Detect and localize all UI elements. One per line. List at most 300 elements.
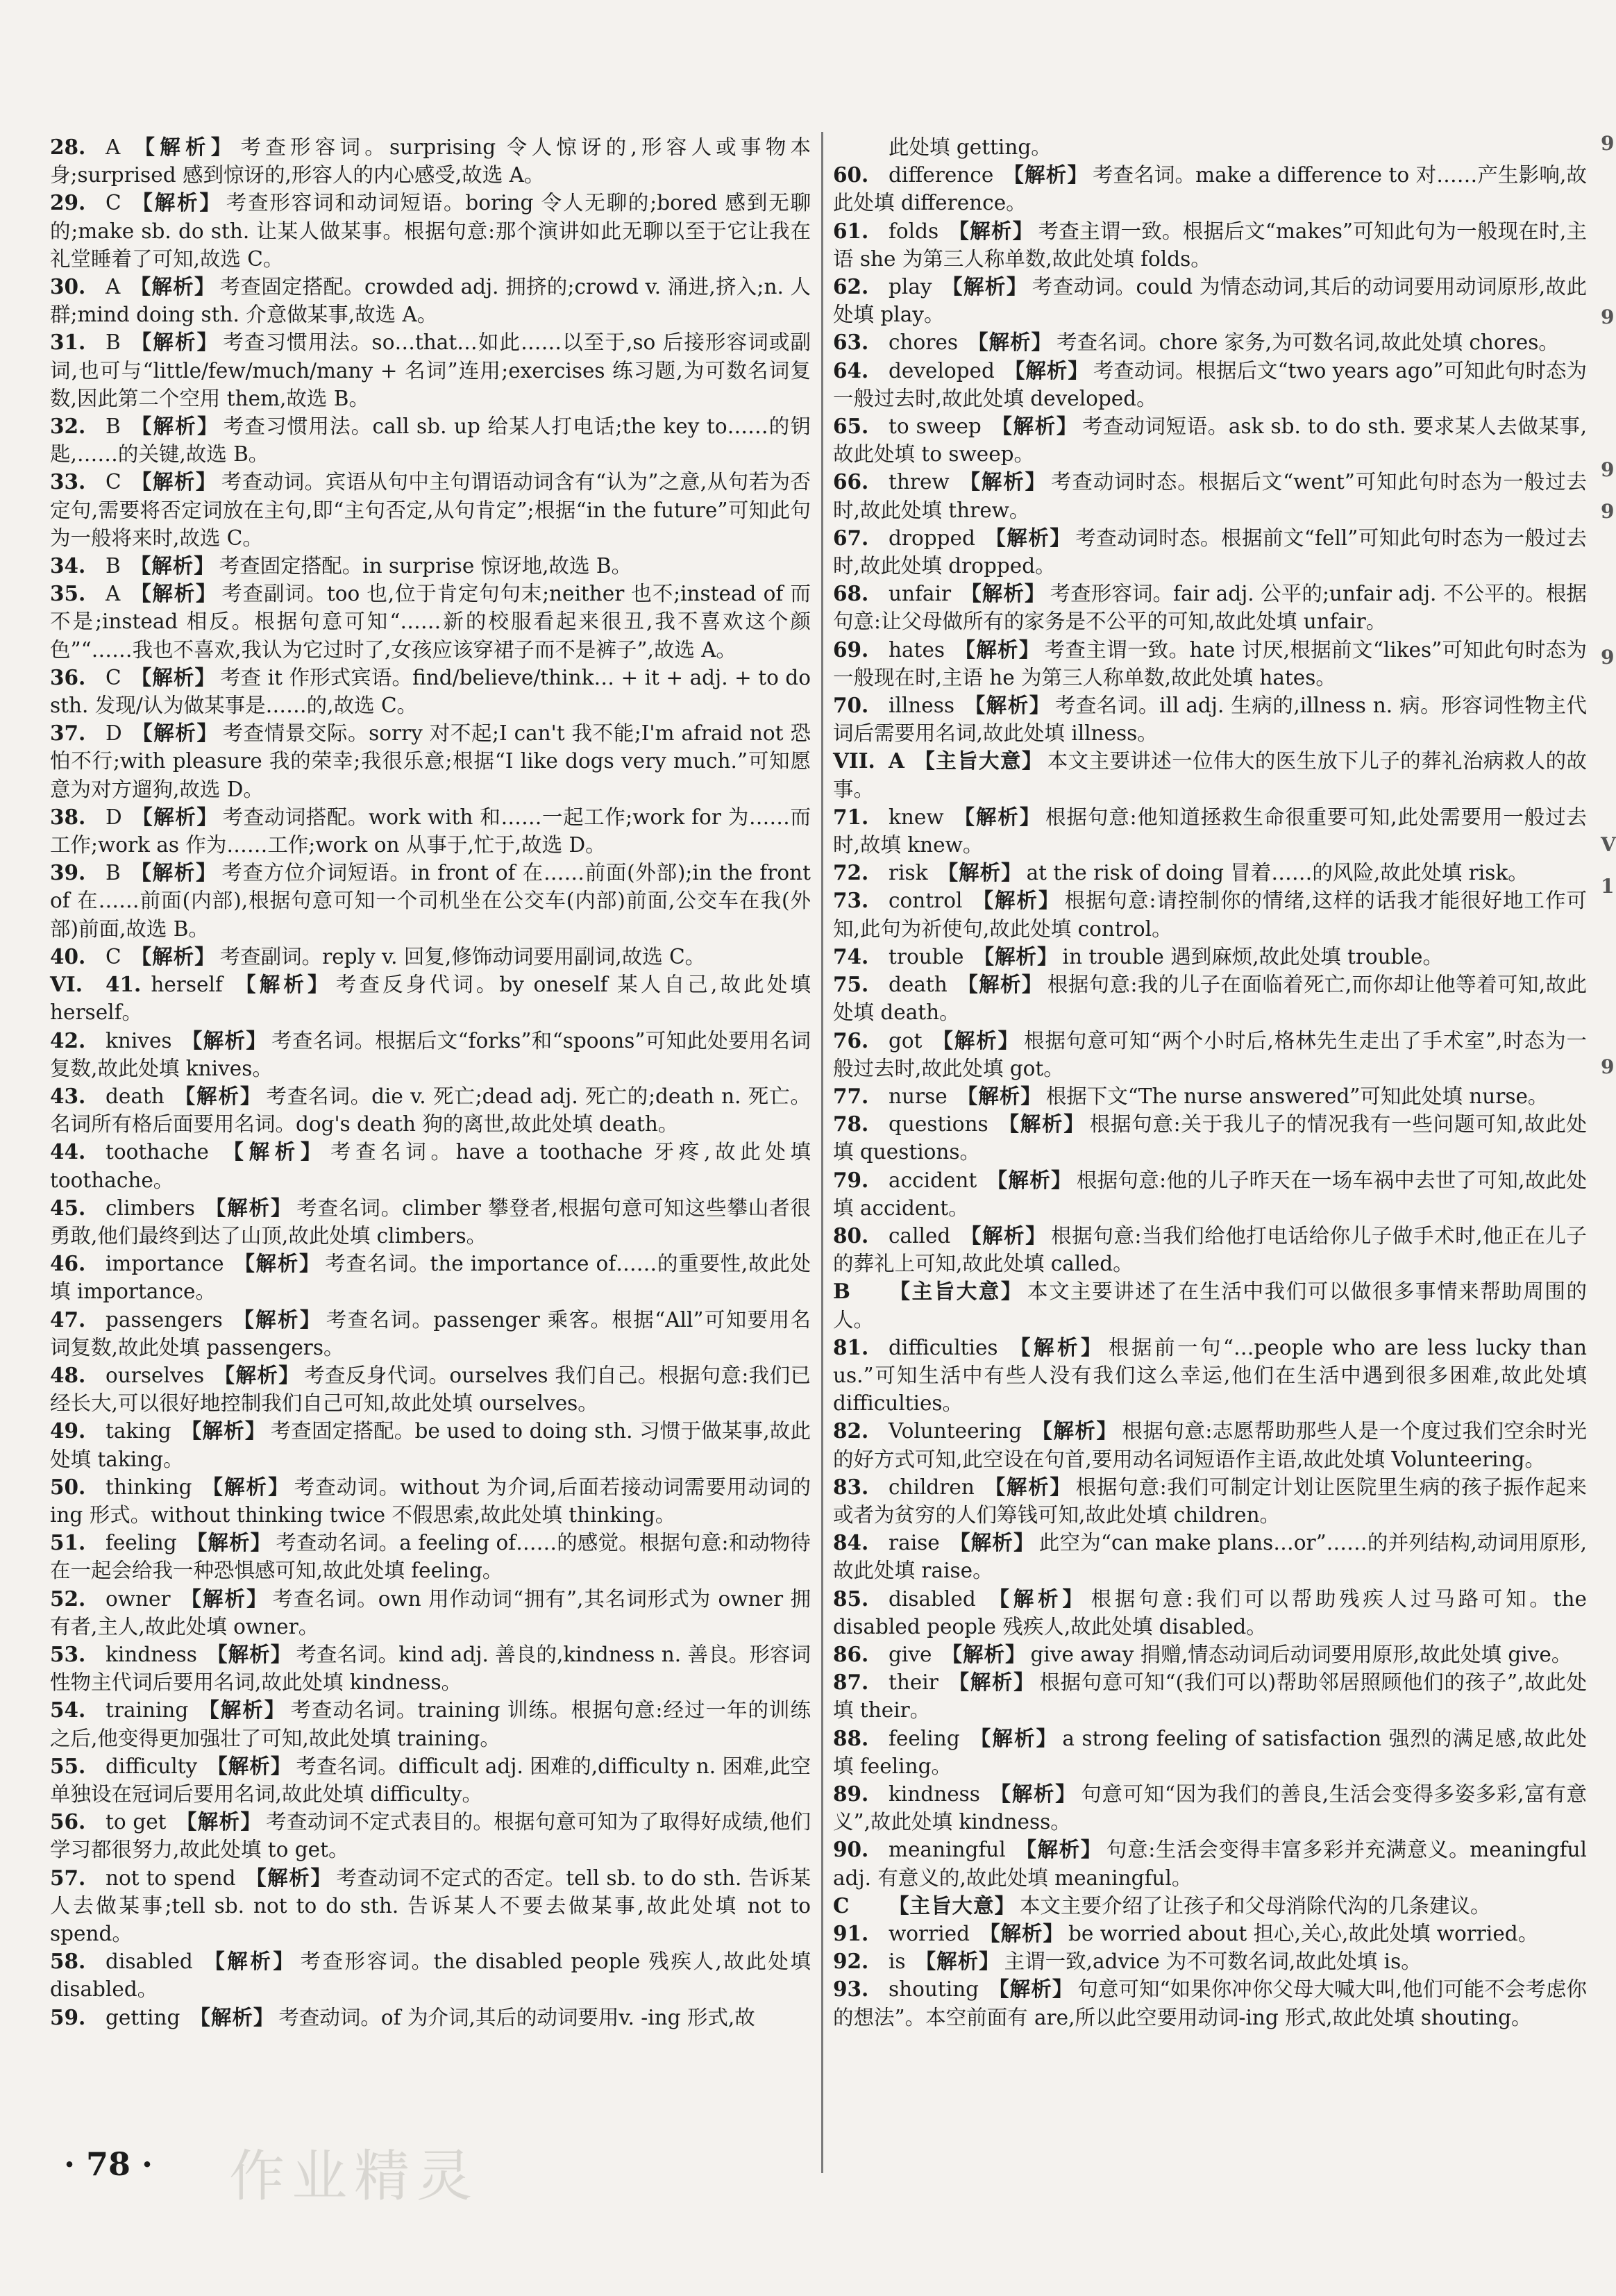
- question-number: 58.: [50, 1949, 86, 1974]
- explanation-text: 考查动词。of 为介词,其后的动词要用v. -ing 形式,故: [278, 2005, 755, 2029]
- explanation-text: 考查情景交际。sorry 对不起;I can't 我不能;I'm afraid not 恐怕不行;with pleasure 我的荣幸;我很乐意;根据“I like dogs very much.”可知愿意为对方遛狗,故选 D。: [50, 721, 811, 801]
- answer-entry: [50, 664, 811, 719]
- question-number: B: [833, 1279, 850, 1304]
- question-number: 88.: [833, 1725, 869, 1750]
- answer-value: meaningful: [889, 1838, 1006, 1862]
- question-number: 46.: [50, 1251, 86, 1276]
- answer-value: disabled: [106, 1950, 193, 1974]
- analysis-tag: 【解析】: [1003, 162, 1088, 187]
- answer-value: A: [106, 582, 121, 606]
- answer-value: B: [106, 414, 121, 439]
- answer-value: nurse: [889, 1084, 948, 1108]
- analysis-tag: 【解析】: [130, 860, 218, 885]
- question-number: 80.: [833, 1223, 869, 1248]
- question-number: 61.: [833, 218, 869, 243]
- analysis-tag: 【解析】: [130, 274, 216, 299]
- answer-entry: [50, 1947, 811, 2003]
- question-number: 49.: [50, 1418, 86, 1443]
- answer-value: Volunteering: [889, 1419, 1022, 1443]
- answer-value: training: [106, 1698, 189, 1723]
- answer-value: trouble: [889, 944, 964, 969]
- answer-entry: [50, 412, 811, 468]
- explanation-text: 句意可知“如果你冲你父母大喊大叫,他们可能不会考虑你的想法”。本空前面有 are,所以此空要用动词-ing 形式,故此处填 shouting。: [833, 1977, 1587, 2029]
- explanation-text: 考查动词不定式表目的。根据句意可知为了取得好成绩,他们学习都很努力,故此处填 to get。: [50, 1810, 811, 1862]
- explanation-text: 考查固定搭配。be used to doing sth. 习惯于做某事,故此处填 taking。: [50, 1419, 811, 1471]
- question-number: 40.: [50, 944, 86, 969]
- answer-entry: [833, 357, 1587, 412]
- question-number: 52.: [50, 1586, 86, 1611]
- answer-entry: [833, 971, 1587, 1026]
- explanation-text: 考查方位介词短语。in front of 在……前面(外部);in the front of 在……前面(内部),根据句意可知一个司机坐在公交车(内部)前面,公交车在我(外部)前面,故选 B。: [50, 861, 811, 941]
- explanation-text: 考查名词。make a difference to 对……产生影响,故此处填 difference。: [833, 163, 1587, 215]
- explanation-text: in trouble 遇到麻烦,故此处填 trouble。: [1062, 944, 1443, 969]
- answer-entry: [833, 1725, 1587, 1780]
- answer-entry: [833, 217, 1587, 273]
- answer-entry: [833, 1975, 1587, 2031]
- question-number: 70.: [833, 693, 869, 718]
- answer-entry: [50, 1082, 811, 1138]
- analysis-tag: 【解析】: [180, 1586, 269, 1611]
- question-number: 31.: [50, 330, 86, 355]
- answer-entry: [833, 1027, 1587, 1082]
- edge-mark: 9: [1601, 458, 1615, 481]
- answer-entry: [50, 1361, 811, 1417]
- answer-value: death: [106, 1084, 165, 1108]
- question-number: 82.: [833, 1418, 869, 1443]
- answer-entry: [50, 1306, 811, 1361]
- question-number: 44.: [50, 1139, 86, 1164]
- answer-value: climbers: [106, 1196, 195, 1220]
- answer-value: A: [106, 275, 121, 299]
- analysis-tag: 【解析】: [190, 2004, 275, 2029]
- explanation-text: 此空为“can make plans…or”……的并列结构,动词用原形,故此处填 raise。: [833, 1531, 1587, 1583]
- edge-mark: V: [1601, 833, 1616, 856]
- analysis-tag: 【解析】: [984, 525, 1072, 550]
- question-number: 86.: [833, 1641, 869, 1666]
- answer-entry: [833, 273, 1587, 328]
- explanation-text: 考查动词不定式的否定。tell sb. to do sth. 告诉某人去做某事;tell sb. not to do sth. 告诉某人不要去做某事,故此处填 not to spend。: [50, 1866, 811, 1945]
- question-number: 62.: [833, 274, 869, 299]
- question-number: 75.: [833, 972, 869, 997]
- analysis-tag: 【解析】: [233, 1251, 321, 1276]
- question-number: 35.: [50, 581, 86, 606]
- answer-entry: [50, 971, 811, 1026]
- answer-entry: [833, 1417, 1587, 1473]
- column-divider: [821, 132, 823, 2173]
- edge-mark: 9: [1601, 1055, 1615, 1078]
- section-label: VI.: [50, 972, 83, 997]
- answer-entry: [833, 580, 1587, 635]
- question-number: 90.: [833, 1837, 869, 1862]
- explanation-text: 根据前一句“…people who are less lucky than us.”可知生活中有些人没有我们这么幸运,他们在生活中遇到很多困难,故此处填 difficulties。: [833, 1335, 1587, 1416]
- question-number: 91.: [833, 1921, 869, 1945]
- answer-entry: [833, 1110, 1587, 1166]
- analysis-tag: 【解析】: [198, 1698, 287, 1723]
- answer-entry: [833, 524, 1587, 580]
- explanation-text: 考查固定搭配。in surprise 惊讶地,故选 B。: [219, 554, 632, 578]
- explanation-text: 考查动词。without 为介词,后面若接动词需要用动词的 ing 形式。without thinking twice 不假思索,故此处填 thinking。: [50, 1475, 811, 1527]
- analysis-tag: 【解析】: [949, 1530, 1035, 1555]
- explanation-text: 考查名词。difficult adj. 困难的,difficulty n. 困难,此空单独设在冠词后要用名词,故此处填 difficulty。: [50, 1754, 811, 1806]
- analysis-tag: 【解析】: [984, 1474, 1072, 1499]
- explanation-text: 考查习惯用法。so…that…如此……以至于,so 后接形容词或副词,也可与“little/few/much/many + 名词”连用;exercises 练习题,为可数名词复数,因此第二个空用 them,故选 B。: [50, 330, 811, 410]
- analysis-tag: 【解析】: [202, 1949, 296, 1974]
- question-number: 48.: [50, 1362, 86, 1387]
- answer-entry: [50, 552, 811, 580]
- explanation-text: 考查固定搭配。crowded adj. 拥挤的;crowd v. 涌进,挤入;n. 人群;mind doing sth. 介意做某事,故选 A。: [50, 275, 811, 327]
- answer-value: getting: [106, 2005, 180, 2029]
- analysis-tag: 【解析】: [131, 944, 216, 969]
- explanation-text: 根据句意可知“两个小时后,格林先生走出了手术室”,时态为一般过去时,故此处填 got。: [833, 1028, 1587, 1080]
- answer-entry: [50, 133, 811, 189]
- analysis-tag: 【解析】: [218, 1139, 326, 1164]
- explanation-text: 考查名词。die v. 死亡;dead adj. 死亡的;death n. 死亡。名词所有格后面要用名词。dog's death 狗的离世,故此处填 death。: [50, 1084, 811, 1137]
- answer-value: taking: [106, 1419, 171, 1443]
- explanation-text: 根据句意:我的儿子在面临着死亡,而你却让他等着可知,故此处填 death。: [833, 973, 1587, 1025]
- answer-entry: [50, 1529, 811, 1584]
- answer-value: unfair: [889, 582, 952, 606]
- analysis-tag: 【解析】: [953, 804, 1042, 829]
- answer-value: B: [106, 554, 121, 578]
- analysis-tag: 【解析】: [130, 581, 218, 606]
- explanation-text: 考查 it 作形式宾语。find/believe/think… + it + adj. + to do sth. 发现/认为做某事是……的,故选 C。: [50, 665, 811, 718]
- question-number: 45.: [50, 1195, 86, 1220]
- question-number: 32.: [50, 414, 86, 439]
- answer-entry: [833, 133, 1587, 161]
- question-number: 29.: [50, 190, 86, 215]
- analysis-tag: 【解析】: [131, 804, 219, 829]
- answer-entry: [50, 273, 811, 328]
- analysis-tag: 【解析】: [186, 1530, 272, 1555]
- answer-value: D: [106, 721, 122, 746]
- answer-value: knives: [106, 1028, 172, 1053]
- answer-value: feeling: [889, 1726, 960, 1750]
- analysis-tag: 【解析】: [972, 888, 1061, 913]
- analysis-tag: 【解析】: [915, 1949, 1000, 1974]
- question-number: 42.: [50, 1028, 86, 1053]
- question-number: 71.: [833, 804, 869, 829]
- answer-value: difference: [889, 163, 994, 187]
- explanation-text: 根据句意:关于我儿子的情况我有一些问题可知,故此处填 questions。: [833, 1112, 1587, 1164]
- analysis-tag: 【解析】: [181, 1028, 268, 1053]
- answer-entry: [833, 1082, 1587, 1110]
- answer-value: shouting: [889, 1977, 979, 2002]
- explanation-text: 考查动词。could 为情态动词,其后的动词要用动词原形,故此处填 play。: [833, 275, 1587, 327]
- answer-value: feeling: [106, 1531, 177, 1555]
- analysis-tag: 【解析】: [979, 1921, 1065, 1945]
- analysis-tag: 【解析】: [941, 274, 1028, 299]
- explanation-text: 考查动名词。a feeling of……的感觉。根据句意:和动物待在一起会给我一种恐惧感可知,故此处填 feeling。: [50, 1531, 811, 1583]
- explanation-text: 根据句意:我们可以帮助残疾人过马路可知。the disabled people 残疾人,故此处填 disabled。: [833, 1586, 1587, 1639]
- answer-entry: [833, 1585, 1587, 1641]
- answer-value: disabled: [889, 1586, 976, 1611]
- explanation-text: 根据句意:请控制你的情绪,这样的话我才能很好地工作可知,此句为祈使句,故此处填 control。: [833, 889, 1587, 941]
- question-number: 66.: [833, 469, 869, 494]
- answer-entry: [833, 636, 1587, 692]
- answer-entry: [833, 328, 1587, 356]
- question-number: C: [833, 1893, 850, 1918]
- answer-value: C: [106, 470, 121, 494]
- answer-entry: [50, 1417, 811, 1473]
- explanation-text: 考查动词时态。根据后文“went”可知此句时态为一般过去时,故此处填 threw。: [833, 470, 1587, 522]
- answer-entry: [50, 1864, 811, 1948]
- analysis-tag: 【解析】: [973, 944, 1059, 969]
- question-number: 28.: [50, 135, 86, 159]
- explanation-text: at the risk of doing 冒着……的风险,故此处填 risk。: [1026, 861, 1529, 885]
- explanation-text: 考查名词。ill adj. 生病的,illness n. 病。形容词性物主代词后需要用名词,故此处填 illness。: [833, 694, 1587, 746]
- explanation-text: 主谓一致,advice 为不可数名词,故此处填 is。: [1004, 1950, 1422, 1974]
- analysis-tag: 【解析】: [959, 469, 1047, 494]
- question-number: 64.: [833, 358, 869, 383]
- explanation-text: 根据句意:他知道拯救生命很重要可知,此处需要用一般过去时,故填 knew。: [833, 805, 1587, 857]
- explanation-text: 本文主要讲述一位伟大的医生放下儿子的葬礼治病救人的故事。: [833, 749, 1587, 801]
- question-number: 50.: [50, 1474, 86, 1499]
- answer-value: hates: [889, 637, 945, 662]
- answer-entry: [50, 1585, 811, 1641]
- answer-entry: [833, 747, 1587, 803]
- answer-entry: [833, 1641, 1587, 1668]
- analysis-tag: 【解析】: [174, 1083, 262, 1108]
- analysis-tag: 【解析】: [204, 1195, 293, 1220]
- analysis-tag: 【解析】: [960, 1223, 1047, 1248]
- answer-entry: [833, 1166, 1587, 1222]
- answer-value: chores: [889, 330, 958, 355]
- question-number: 67.: [833, 525, 869, 550]
- explanation-text: give away 捐赠,情态动词后动词要用原形,故此处填 give。: [1030, 1642, 1572, 1666]
- question-number: 56.: [50, 1809, 86, 1834]
- analysis-tag: 【解析】: [989, 1781, 1077, 1806]
- edge-mark: 9: [1601, 305, 1615, 328]
- answer-entry: [833, 943, 1587, 971]
- answer-value: raise: [889, 1531, 940, 1555]
- main-idea-label: 【主旨大意】: [889, 1893, 1016, 1918]
- answer-entry: [50, 859, 811, 943]
- explanation-text: 考查动词短语。ask sb. to do sth. 要求某人去做某事,故此处填 to sweep。: [833, 414, 1587, 467]
- answer-value: accident: [889, 1168, 977, 1192]
- question-number: 69.: [833, 637, 869, 662]
- question-number: 54.: [50, 1698, 86, 1723]
- question-number: 74.: [833, 944, 869, 969]
- answer-value: threw: [889, 470, 950, 494]
- right-column: [833, 133, 1587, 2031]
- analysis-tag: 【解析】: [232, 1307, 322, 1332]
- answer-value: death: [889, 973, 948, 997]
- analysis-tag: 【解析】: [948, 1670, 1036, 1695]
- answer-value: to get: [106, 1810, 167, 1834]
- analysis-tag: 【解析】: [932, 1028, 1020, 1053]
- analysis-tag: 【解析】: [961, 581, 1046, 606]
- analysis-tag: 【解析】: [131, 190, 222, 215]
- explanation-text: 考查动词。宾语从句中主句谓语动词含有“认为”之意,从句若为否定句,需要将否定词放在主句,即“主句否定,从句肯定”;根据“in the future”可知此句为一般将来时,故选 C。: [50, 470, 811, 550]
- explanation-text: 考查习惯用法。call sb. up 给某人打电话;the key to……的钥匙,……的关键,故选 B。: [50, 414, 811, 467]
- explanation-text: 考查动词时态。根据前文“fell”可知此句时态为一般过去时,故此处填 dropped。: [833, 526, 1587, 578]
- analysis-tag: 【解析】: [130, 553, 215, 578]
- explanation-text: 根据下文“The nurse answered”可知此处填 nurse。: [1045, 1084, 1549, 1108]
- analysis-tag: 【解析】: [206, 1641, 292, 1666]
- answer-value: play: [889, 275, 932, 299]
- analysis-tag: 【解析】: [232, 972, 332, 997]
- answer-value: thinking: [106, 1475, 192, 1499]
- answer-entry: [833, 1334, 1587, 1418]
- explanation-text: 本文主要讲述了在生活中我们可以做很多事情来帮助周围的人。: [833, 1280, 1587, 1332]
- analysis-tag: 【解析】: [969, 1725, 1059, 1750]
- question-number: 89.: [833, 1781, 869, 1806]
- analysis-tag: 【解析】: [954, 637, 1041, 662]
- answer-entry: [50, 1250, 811, 1305]
- answer-value: C: [106, 665, 121, 689]
- analysis-tag: 【解析】: [991, 414, 1078, 439]
- answer-value: D: [106, 805, 122, 829]
- explanation-text: 考查名词。the importance of……的重要性,故此处填 importance。: [50, 1252, 811, 1304]
- answer-entry: [50, 468, 811, 552]
- question-number: 87.: [833, 1670, 869, 1695]
- question-number: 85.: [833, 1586, 869, 1611]
- answer-value: passengers: [106, 1307, 223, 1332]
- explanation-text: 考查动词搭配。work with 和……一起工作;work for 为……而工作;work as 作为……工作;work on 从事于,忙于,故选 D。: [50, 805, 811, 857]
- answer-entry: [833, 1668, 1587, 1724]
- analysis-tag: 【解析】: [201, 1474, 290, 1499]
- explanation-text: 本文主要介绍了让孩子和父母消除代沟的几条建议。: [1020, 1893, 1491, 1918]
- answer-value: is: [889, 1950, 906, 1974]
- question-number: 84.: [833, 1530, 869, 1555]
- answer-entry: [50, 1473, 811, 1529]
- answer-value: to sweep: [889, 414, 982, 439]
- answer-entry: [50, 189, 811, 273]
- analysis-tag: 【解析】: [245, 1865, 333, 1890]
- analysis-tag: 【解析】: [214, 1362, 301, 1387]
- answer-entry: [833, 1947, 1587, 1975]
- answer-entry: [833, 803, 1587, 859]
- question-number: 92.: [833, 1949, 869, 1974]
- analysis-tag: 【解析】: [131, 664, 217, 689]
- answer-value: herself: [151, 973, 223, 997]
- answer-value: kindness: [889, 1782, 980, 1806]
- explanation-text: 考查形容词。surprising 令人惊讶的,形容人或事物本身;surprised 感到惊讶的,形容人的内心感受,故选 A。: [50, 135, 811, 187]
- answer-entry: [833, 692, 1587, 747]
- explanation-text: 考查主谓一致。hate 讨厌,根据前文“likes”可知此句时态为一般现在时,主语 he 为第三人称单数,故此处填 hates。: [833, 637, 1587, 689]
- edge-strip: [1598, 132, 1616, 1729]
- edge-mark: 9: [1601, 646, 1615, 669]
- question-number: 47.: [50, 1307, 86, 1332]
- answer-entry: [833, 468, 1587, 523]
- answer-value: worried: [889, 1922, 970, 1945]
- answer-entry: [50, 943, 811, 971]
- answer-entry: [833, 1920, 1587, 1947]
- answer-value: control: [889, 889, 963, 913]
- analysis-tag: 【解析】: [988, 1977, 1074, 2002]
- answer-entry: [50, 1641, 811, 1696]
- question-number: 41.: [106, 972, 142, 997]
- page-number: · 78 ·: [64, 2145, 153, 2183]
- answer-value: children: [889, 1475, 975, 1499]
- answer-entry: [833, 1836, 1587, 1891]
- question-number: 55.: [50, 1753, 86, 1778]
- answer-value: developed: [889, 358, 995, 383]
- question-number: 83.: [833, 1474, 869, 1499]
- answer-value: ourselves: [106, 1363, 205, 1387]
- explanation-text: 考查动词。根据后文“two years ago”可知此句时态为一般过去时,故此处填 developed。: [833, 358, 1587, 410]
- answer-value: difficulty: [106, 1754, 198, 1778]
- answer-value: risk: [889, 861, 928, 885]
- analysis-tag: 【解析】: [130, 414, 219, 439]
- analysis-tag: 【解析】: [131, 721, 219, 746]
- answer-value: B: [106, 861, 121, 885]
- question-number: 93.: [833, 1977, 869, 2002]
- explanation-text: 根据句意:当我们给他打电话给你儿子做手术时,他正在儿子的葬礼上可知,故此处填 called。: [833, 1223, 1587, 1276]
- answer-entry: [50, 1696, 811, 1752]
- analysis-tag: 【解析】: [207, 1753, 292, 1778]
- answer-value: knew: [889, 805, 944, 829]
- explanation-text: 考查反身代词。ourselves 我们自己。根据句意:我们已经长大,可以很好地控制我们自己可知,故此处填 ourselves。: [50, 1363, 811, 1416]
- answer-entry: [833, 859, 1587, 887]
- question-number: 76.: [833, 1028, 869, 1053]
- answer-entry: [50, 1752, 811, 1808]
- answer-entry: [833, 1222, 1587, 1277]
- answer-entry: [50, 2004, 811, 2031]
- answer-entry: [50, 719, 811, 803]
- analysis-tag: 【解析】: [131, 469, 217, 494]
- question-number: 43.: [50, 1083, 86, 1108]
- explanation-text: 考查名词。kind adj. 善良的,kindness n. 善良。形容词性物主代词后要用名词,故此处填 kindness。: [50, 1642, 811, 1695]
- left-column: [50, 133, 811, 2031]
- question-number: 37.: [50, 721, 86, 746]
- question-number: 78.: [833, 1112, 869, 1137]
- analysis-tag: 【解析】: [964, 693, 1051, 718]
- answer-value: dropped: [889, 526, 975, 550]
- question-number: 53.: [50, 1641, 86, 1666]
- question-number: 68.: [833, 581, 869, 606]
- explanation-text: 此处填 getting。: [889, 135, 1052, 159]
- answer-value: called: [889, 1223, 951, 1248]
- analysis-tag: 【解析】: [941, 1641, 1027, 1666]
- question-number: 34.: [50, 553, 86, 578]
- analysis-tag: 【解析】: [130, 330, 219, 355]
- answer-entry: [833, 887, 1587, 942]
- main-idea-label: 【主旨大意】: [889, 1279, 1023, 1304]
- answer-value: folds: [889, 219, 939, 243]
- answer-value: C: [106, 944, 121, 969]
- question-number: 63.: [833, 330, 869, 355]
- analysis-tag: 【解析】: [948, 218, 1034, 243]
- answer-value: A: [889, 748, 904, 773]
- answer-value: give: [889, 1642, 932, 1666]
- explanation-text: be worried about 担心,关心,故此处填 worried。: [1068, 1922, 1539, 1945]
- answer-entry: [50, 1194, 811, 1250]
- analysis-tag: 【解析】: [985, 1586, 1087, 1611]
- analysis-tag: 【解析】: [986, 1167, 1072, 1192]
- answer-entry: [833, 161, 1587, 217]
- answer-entry: [50, 803, 811, 859]
- explanation-text: a strong feeling of satisfaction 强烈的满足感,故此处填 feeling。: [833, 1726, 1587, 1778]
- question-number: 60.: [833, 162, 869, 187]
- answer-entry: [833, 1529, 1587, 1584]
- explanation-text: 根据句意可知“(我们可以)帮助邻居照顾他们的孩子”,故此处填 their。: [833, 1670, 1587, 1723]
- answer-value: C: [106, 191, 121, 215]
- edge-mark: 9: [1601, 500, 1615, 523]
- answer-value: not to spend: [106, 1866, 236, 1890]
- analysis-tag: 【解析】: [1004, 358, 1089, 383]
- explanation-text: 考查名词。own 用作动词“拥有”,其名词形式为 owner 拥有者,主人,故此处填 owner。: [50, 1586, 811, 1639]
- answer-value: importance: [106, 1252, 224, 1276]
- question-number: 81.: [833, 1334, 869, 1359]
- explanation-text: 考查主谓一致。根据后文“makes”可知此句为一般现在时,主语 she 为第三人称单数,故此处填 folds。: [833, 219, 1587, 271]
- explanation-text: 根据句意:我们可制定计划让医院里生病的孩子振作起来或者为贫穷的人们筹钱可知,故此处填 children。: [833, 1475, 1587, 1527]
- explanation-text: 考查名词。have a toothache 牙疼,故此处填 toothache。: [50, 1140, 811, 1192]
- answer-entry: [833, 1892, 1587, 1920]
- answer-entry: [50, 328, 811, 412]
- question-number: 39.: [50, 860, 86, 885]
- answer-value: illness: [889, 694, 955, 718]
